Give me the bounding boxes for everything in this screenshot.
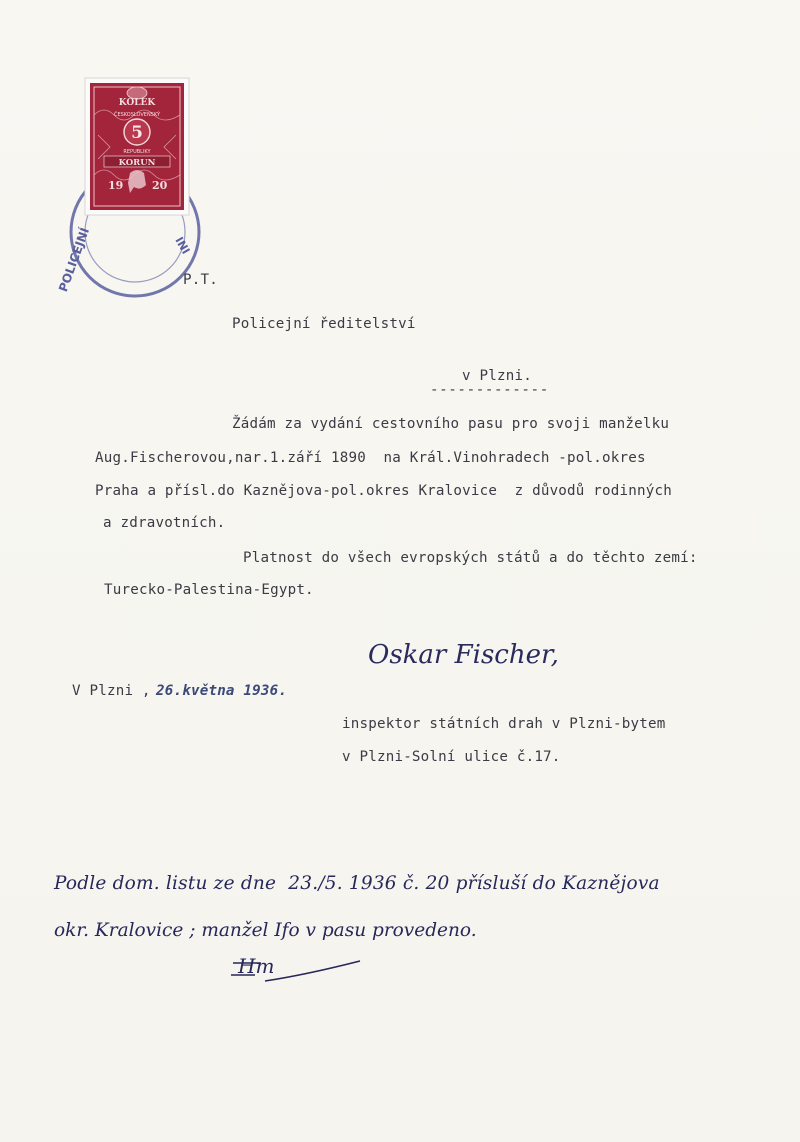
city-underline: ------------- — [430, 382, 549, 398]
applicant-signature: Oskar Fischer, — [368, 640, 559, 670]
stamp-year-right: 20 — [152, 179, 168, 192]
stamp-currency: KORUN — [118, 158, 156, 168]
dateline-place: V Plzni , — [72, 683, 151, 699]
body-line-3: Praha a přísl.do Kaznějova-pol.okres Kralovice z důvodů rodinných — [95, 483, 672, 499]
dateline-date: 26.května 1936. — [156, 683, 288, 699]
sender-line-2: v Plzni-Solní ulice č.17. — [342, 749, 561, 765]
recipient: Policejní ředitelství — [232, 316, 416, 332]
stamp-upper-band: ČESKOSLOVENSKÝ — [113, 112, 161, 118]
handwritten-note-line-1: Podle dom. listu ze dne 23./5. 1936 č. 20 přísluší do Kaznějova — [54, 873, 660, 894]
stamp-top-label: KOLEK — [118, 98, 156, 108]
seal-text: POLICEJNÍ — [55, 225, 93, 294]
stamp-year-left: 19 — [108, 179, 124, 192]
handwritten-initials: Hm — [238, 954, 275, 978]
body-line-4: a zdravotních. — [103, 515, 226, 531]
stamp-lower-band: REPUBLIKY — [123, 149, 151, 155]
salutation: P.T. — [183, 272, 218, 288]
revenue-stamp-with-seal — [55, 75, 210, 305]
body-line-2: Aug.Fischerovou,nar.1.září 1890 na Král.Vinohradech -pol.okres — [95, 450, 646, 466]
body-line-5: Platnost do všech evropských států a do těchto zemí: — [243, 550, 698, 566]
sender-line-1: inspektor státních drah v Plzni-bytem — [342, 716, 666, 732]
stamp-value: 5 — [131, 123, 143, 143]
handwritten-note-line-2: okr. Kralovice ; manžel Ifo v pasu provedeno. — [54, 920, 477, 941]
body-line-6: Turecko-Palestina-Egypt. — [104, 582, 314, 598]
recipient-city: v Plzni. — [462, 368, 532, 384]
body-line-1: Žádám za vydání cestovního pasu pro svoji manželku — [232, 416, 670, 432]
stamp-body — [85, 78, 189, 215]
initials-flourish — [225, 955, 375, 995]
svg-text:INI: INI — [172, 234, 193, 257]
